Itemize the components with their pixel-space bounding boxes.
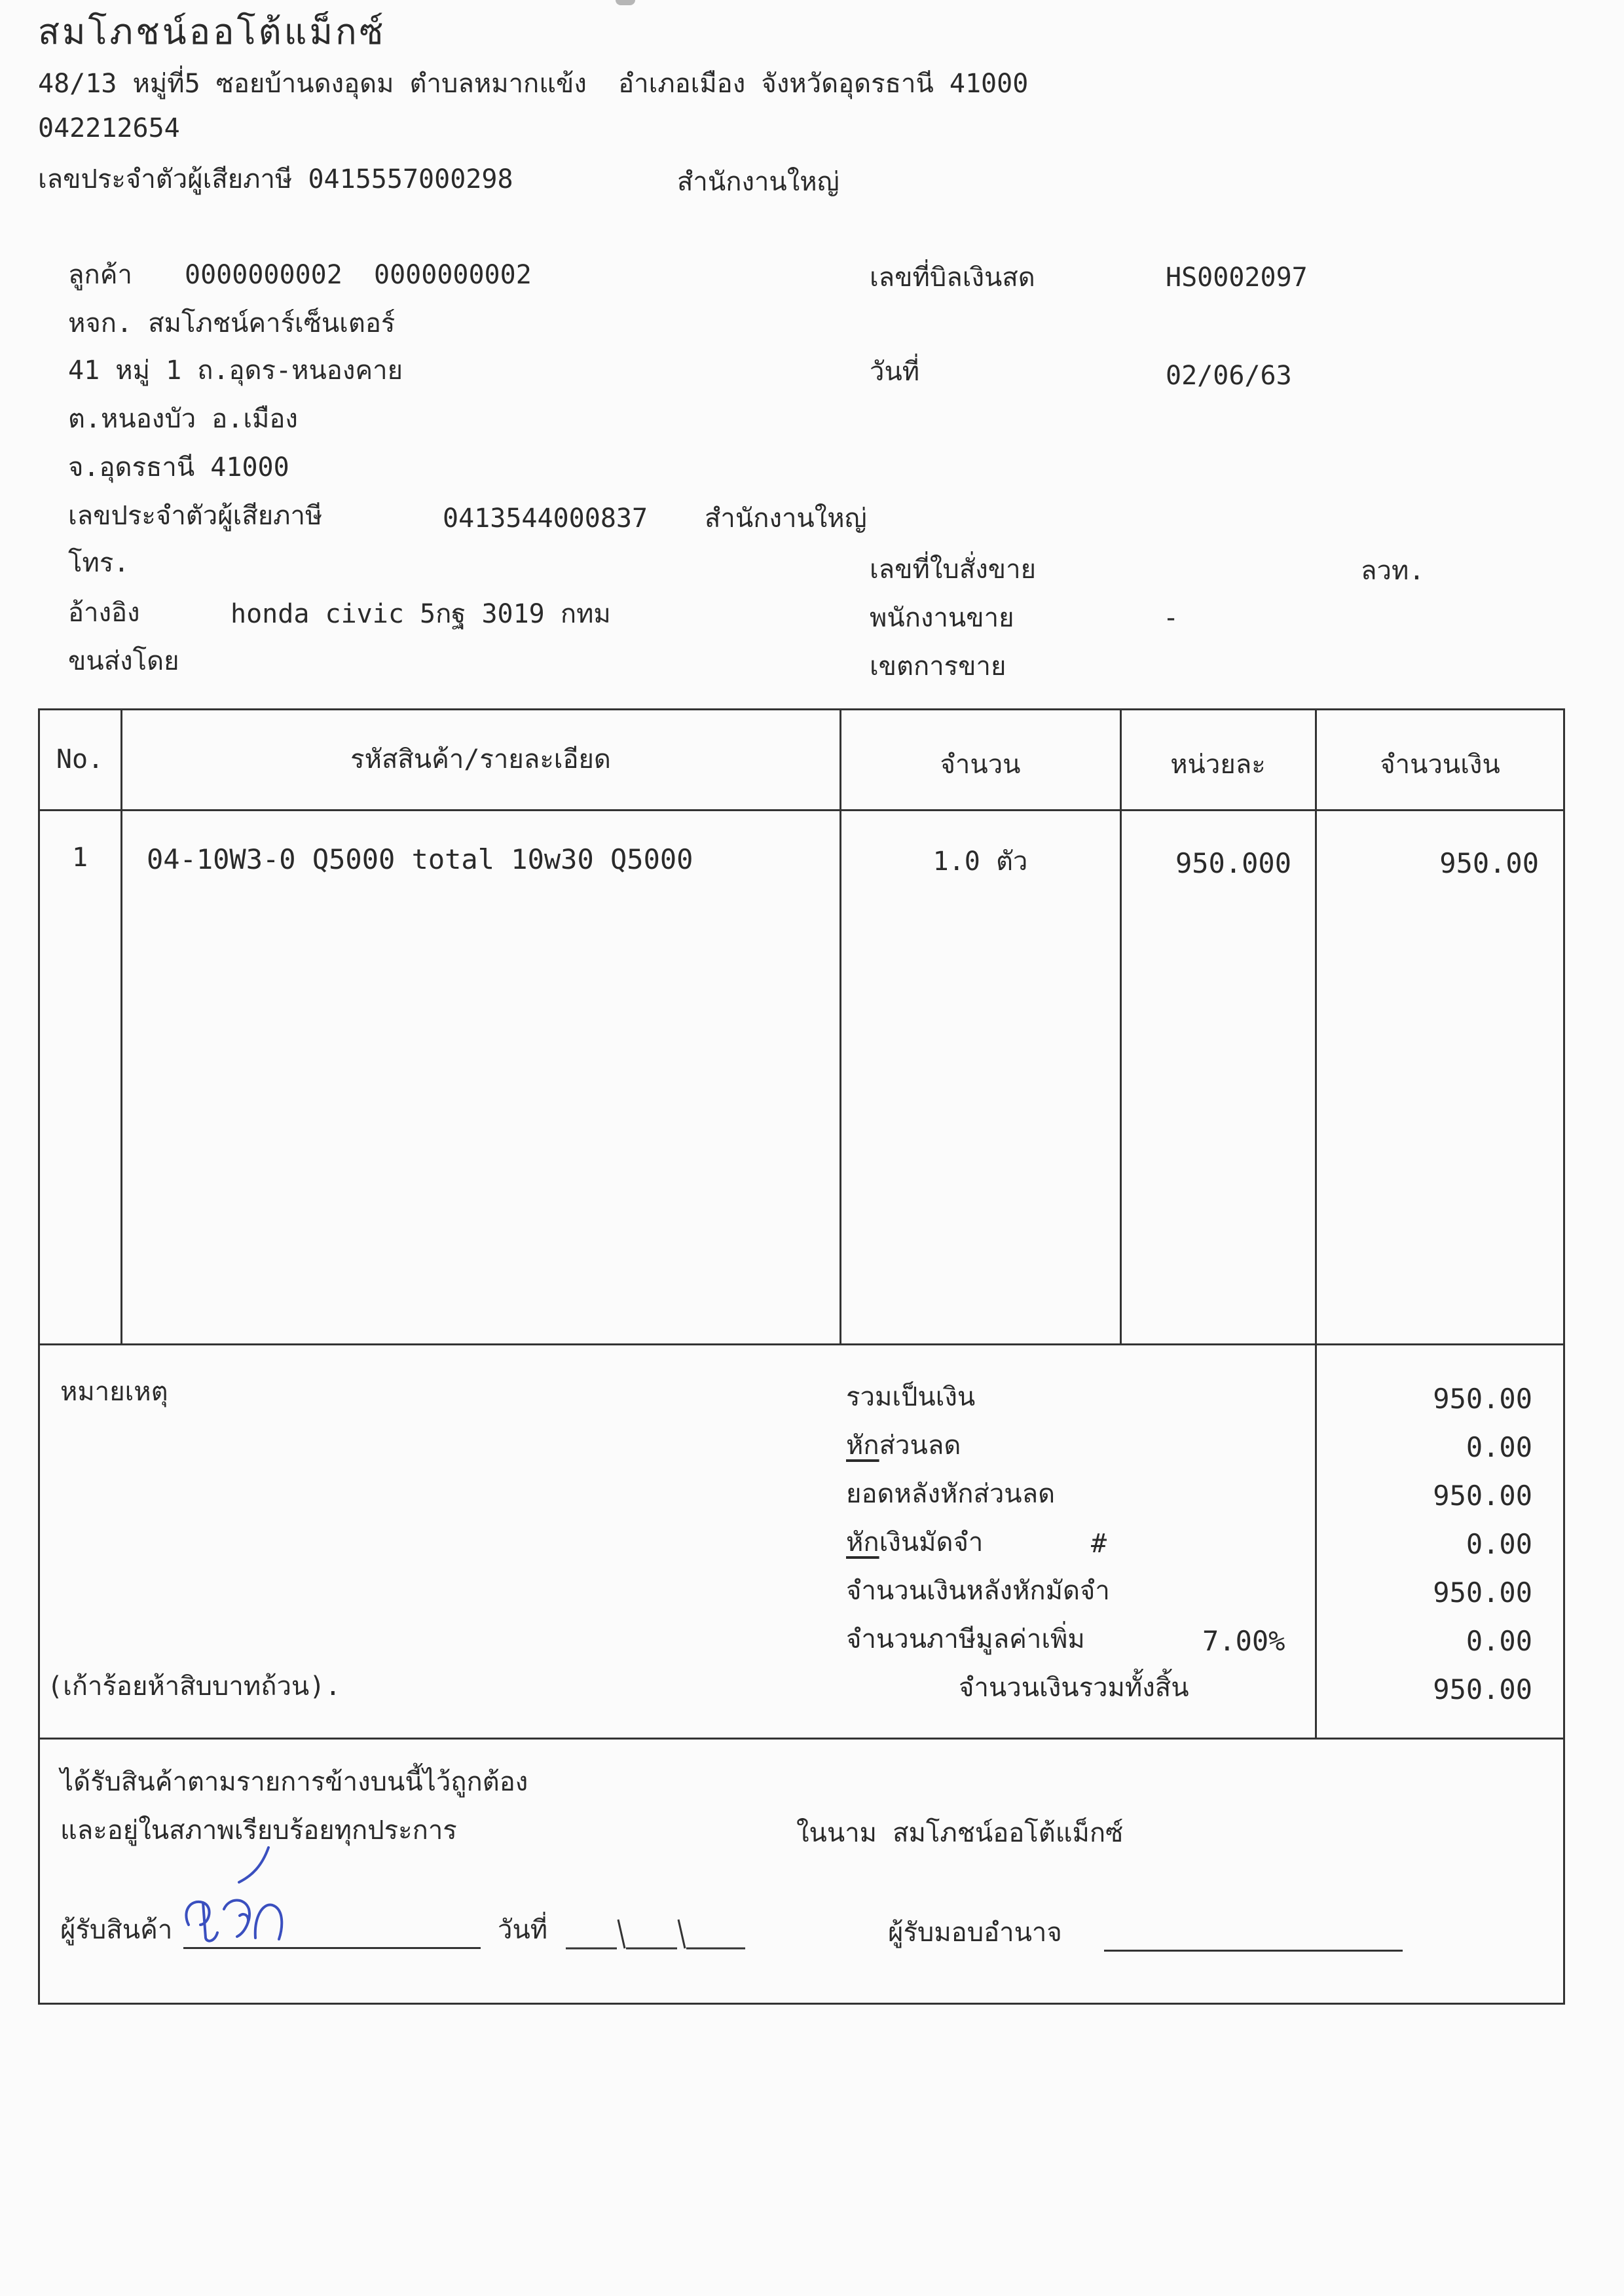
grand-total-label: จำนวนเงินรวมทั้งสิ้น xyxy=(959,1673,1189,1703)
customer-reference: honda civic 5กฐ 3019 กทม xyxy=(231,599,611,629)
customer-reference-label: อ้างอิง xyxy=(68,598,140,628)
seller-name: สมโภชน์ออโต้แม็กซ์ xyxy=(38,11,386,52)
seller-phone: 042212654 xyxy=(38,113,180,143)
row-description: 04-10W3-0 Q5000 total 10w30 Q5000 xyxy=(147,843,693,875)
customer-branch: สำนักงานใหญ่ xyxy=(705,503,867,534)
scan-mark xyxy=(616,0,635,5)
after-deposit-label: จำนวนเงินหลังหักมัดจำ xyxy=(846,1576,1110,1606)
vat-value: 0.00 xyxy=(1466,1625,1532,1657)
customer-tax-id: 0413544000837 xyxy=(443,503,648,534)
salesperson: - xyxy=(1163,603,1179,633)
amount-in-words: (เก้าร้อยห้าสิบบาทถ้วน). xyxy=(47,1671,341,1702)
customer-address-line2: ต.หนองบัว อ.เมือง xyxy=(68,404,298,434)
deposit-value: 0.00 xyxy=(1466,1528,1532,1560)
discount-value: 0.00 xyxy=(1466,1431,1532,1463)
sales-order: ลวท. xyxy=(1361,556,1425,586)
customer-label: ลูกค้า xyxy=(68,260,132,290)
bill-number: HS0002097 xyxy=(1166,263,1308,293)
col-divider-3 xyxy=(1120,708,1122,1343)
col-divider-2 xyxy=(840,708,841,1343)
receive-date-blanks xyxy=(564,1918,748,1951)
header-description: รหัสสินค้า/รายละเอียด xyxy=(350,744,611,774)
after-discount-value: 950.00 xyxy=(1433,1480,1532,1512)
discount-label xyxy=(846,1432,961,1459)
on-behalf-of: ในนาม สมโภชน์ออโต้แม็กซ์ xyxy=(796,1818,1124,1848)
seller-tax-id: เลขประจำตัวผู้เสียภาษี 0415557000298 xyxy=(38,164,513,194)
row-qty: 1.0 ตัว xyxy=(932,847,1028,877)
sales-order-label: เลขที่ใบสั่งขาย xyxy=(870,555,1037,585)
bill-number-label: เลขที่บิลเงินสด xyxy=(870,263,1035,293)
summary-divider xyxy=(38,1738,1565,1740)
grand-total-value: 950.00 xyxy=(1433,1673,1532,1705)
bill-date-label: วันที่ xyxy=(870,357,920,387)
received-statement-line2: และอยู่ในสภาพเรียบร้อยทุกประการ xyxy=(60,1815,457,1846)
remark-label: หมายเหตุ xyxy=(60,1377,168,1407)
deposit-label-rest: เงินมัดจำ xyxy=(879,1527,984,1558)
header-unit-price: หน่วยละ xyxy=(1170,750,1266,780)
deposit-hash: # xyxy=(1091,1529,1107,1559)
subtotal-value: 950.00 xyxy=(1433,1383,1532,1415)
authorized-label: ผู้รับมอบอำนาจ xyxy=(888,1918,1062,1948)
customer-address-line3: จ.อุดรธานี 41000 xyxy=(68,452,289,483)
discount-label-underlined: หัก xyxy=(846,1430,879,1461)
receiver-signature xyxy=(177,1846,288,1951)
header-no: No. xyxy=(56,744,104,774)
row-no: 1 xyxy=(71,843,88,873)
header-qty: จำนวน xyxy=(940,750,1021,780)
bill-date: 02/06/63 xyxy=(1166,361,1292,391)
deposit-label-underlined: หัก xyxy=(846,1527,879,1558)
customer-code: 0000000002 0000000002 xyxy=(185,260,532,290)
after-deposit-value: 950.00 xyxy=(1433,1576,1532,1609)
table-body-divider xyxy=(38,1343,1565,1345)
vat-label: จำนวนภาษีมูลค่าเพิ่ม xyxy=(846,1624,1085,1654)
vat-rate: 7.00% xyxy=(1202,1625,1285,1657)
customer-phone-label: โทร. xyxy=(68,548,130,578)
authorized-signature-line xyxy=(1104,1950,1403,1952)
customer-address-line1: 41 หมู่ 1 ถ.อุดร-หนองคาย xyxy=(68,355,403,386)
seller-address: 48/13 หมู่ที่5 ซอยบ้านดงอุดม ตำบลหมากแข้ง อำเภอเมือง จังหวัดอุดรธานี 41000 xyxy=(38,69,1029,99)
salesperson-label: พนักงานขาย xyxy=(870,603,1014,633)
row-amount: 950.00 xyxy=(1439,847,1539,879)
receiver-label: ผู้รับสินค้า xyxy=(60,1915,173,1945)
sales-area-label: เขตการขาย xyxy=(870,651,1006,682)
receive-date-label: วันที่ xyxy=(498,1915,548,1945)
items-table xyxy=(38,708,1565,2005)
customer-shipping-label: ขนส่งโดย xyxy=(68,646,179,676)
deposit-label xyxy=(846,1529,983,1556)
table-header-divider xyxy=(38,809,1565,811)
customer-tax-label: เลขประจำตัวผู้เสียภาษี xyxy=(68,501,323,531)
after-discount-label: ยอดหลังหักส่วนลด xyxy=(846,1479,1056,1509)
discount-label-rest: ส่วนลด xyxy=(879,1430,961,1461)
subtotal-label: รวมเป็นเงิน xyxy=(846,1382,976,1412)
seller-branch: สำนักงานใหญ่ xyxy=(677,167,840,197)
customer-name: หจก. สมโภชน์คาร์เซ็นเตอร์ xyxy=(68,308,396,338)
header-amount: จำนวนเงิน xyxy=(1380,750,1500,780)
received-statement-line1: ได้รับสินค้าตามรายการข้างบนนี้ไว้ถูกต้อง xyxy=(60,1767,528,1797)
col-divider-1 xyxy=(120,708,122,1343)
row-unit-price: 950.000 xyxy=(1175,847,1291,879)
